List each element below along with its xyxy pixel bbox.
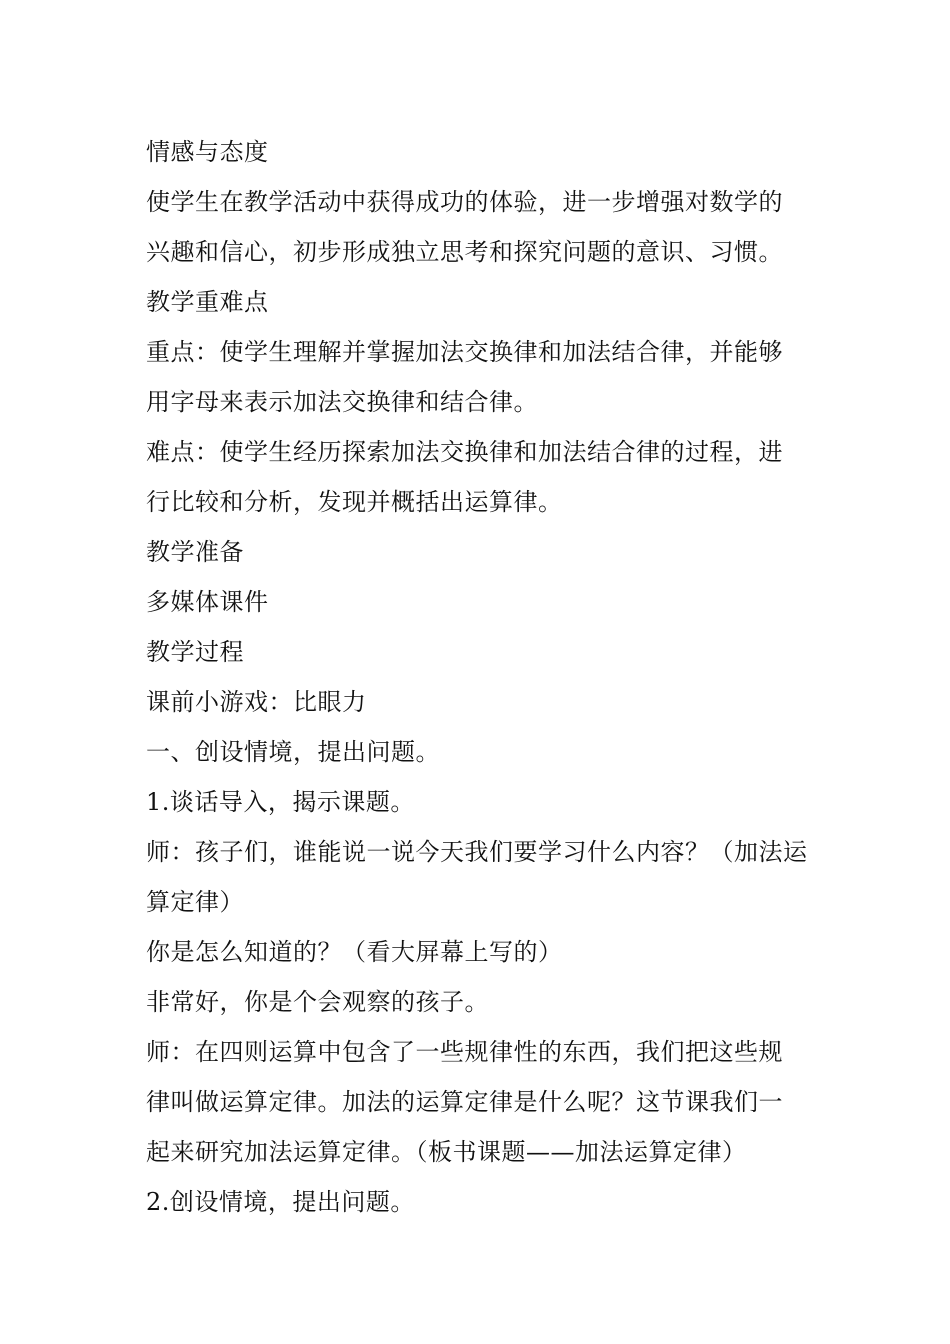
- section-heading-emotion-attitude: 情感与态度: [146, 138, 269, 166]
- paragraph-line: 重点：使学生理解并掌握加法交换律和加法结合律，并能够: [146, 338, 783, 366]
- paragraph-line: 一、创设情境，提出问题。: [146, 738, 440, 766]
- paragraph-line: 课前小游戏：比眼力: [146, 688, 367, 716]
- section-heading-preparation: 教学准备: [146, 538, 244, 566]
- paragraph-line: 使学生在教学活动中获得成功的体验，进一步增强对数学的: [146, 188, 783, 216]
- paragraph-line: 难点：使学生经历探索加法交换律和加法结合律的过程，进: [146, 438, 783, 466]
- paragraph-line: 算定律）: [146, 888, 244, 916]
- paragraph-line: 兴趣和信心，初步形成独立思考和探究问题的意识、习惯。: [146, 238, 783, 266]
- paragraph-line: 律叫做运算定律。加法的运算定律是什么呢？这节课我们一: [146, 1088, 783, 1116]
- paragraph-line: 1.谈话导入，揭示课题。: [146, 788, 415, 816]
- paragraph-line: 师：孩子们，谁能说一说今天我们要学习什么内容？（加法运: [146, 838, 808, 866]
- paragraph-line: 你是怎么知道的？（看大屏幕上写的）: [146, 938, 563, 966]
- paragraph-line: 2.创设情境，提出问题。: [146, 1188, 415, 1216]
- section-heading-process: 教学过程: [146, 638, 244, 666]
- paragraph-line: 用字母来表示加法交换律和结合律。: [146, 388, 538, 416]
- section-heading-key-points: 教学重难点: [146, 288, 269, 316]
- paragraph-line: 起来研究加法运算定律。（板书课题——加法运算定律）: [146, 1138, 747, 1166]
- document-page: [146, 127, 806, 1227]
- paragraph-line: 行比较和分析，发现并概括出运算律。: [146, 488, 563, 516]
- paragraph-line: 师：在四则运算中包含了一些规律性的东西，我们把这些规: [146, 1038, 783, 1066]
- paragraph-line: 非常好，你是个会观察的孩子。: [146, 988, 489, 1016]
- paragraph-line: 多媒体课件: [146, 588, 269, 616]
